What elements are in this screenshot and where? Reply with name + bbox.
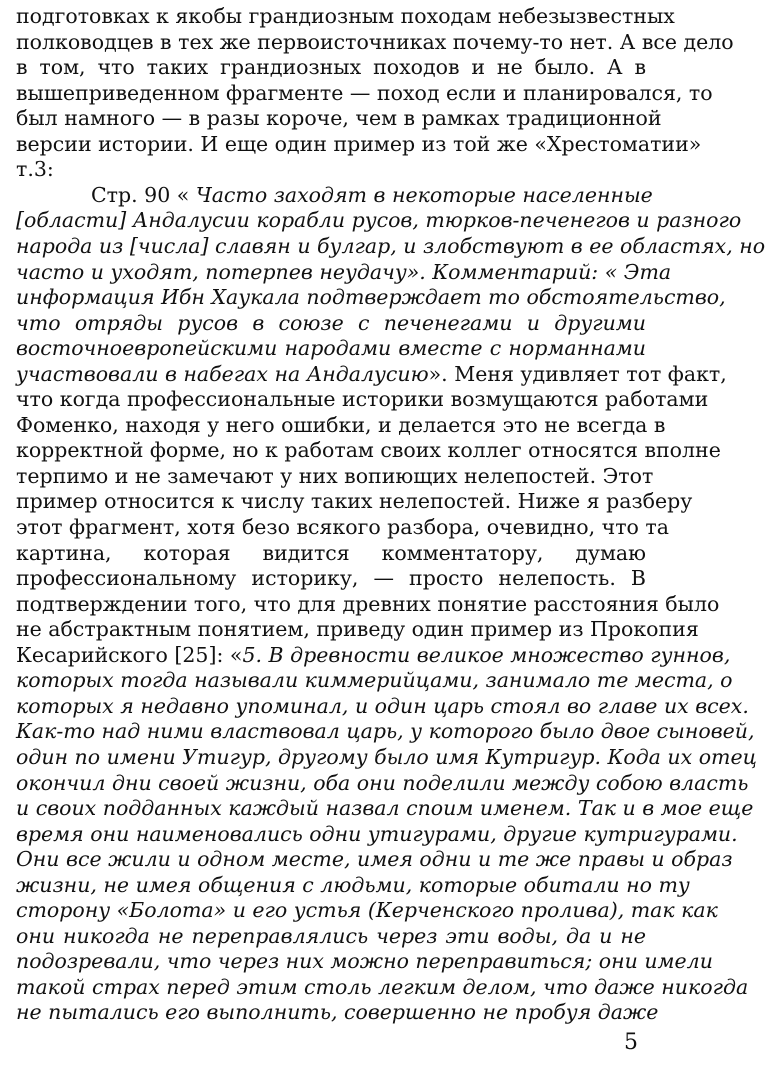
text-line — [16, 693, 749, 718]
italic-run: [области] Андалусии корабли русов, тюрков-печенегов и разного — [16, 208, 742, 233]
italic-run: подозревали, что через них можно переправиться; они имели — [16, 949, 713, 974]
text-run: полководцев в тех же первоисточниках почему-то нет. А все дело — [16, 29, 734, 54]
text-line — [16, 131, 702, 156]
text-line — [16, 80, 713, 105]
text-line — [16, 438, 721, 463]
text-line — [16, 566, 646, 590]
text-run: профессиональному историку, — просто нелепость. В — [16, 566, 646, 591]
text-line — [16, 1000, 659, 1025]
page-number: 5 — [624, 1030, 638, 1055]
italic-run: такой страх перед этим столь легким делом, что даже никогда — [16, 974, 749, 999]
text-line — [16, 719, 755, 744]
text-line — [16, 412, 666, 437]
text-line — [16, 949, 713, 974]
italic-run: время они наименовались одни утигурами, другие кутригурами. — [16, 821, 738, 846]
text-run: Стр. 90 « — [91, 182, 196, 207]
text-line — [16, 974, 749, 999]
text-run: корректной форме, но к работам своих коллег относятся вполне — [16, 438, 721, 463]
text-line — [16, 259, 672, 284]
italic-run: Как-то над ними властвовал царь, у которого было двое сыновей, — [16, 719, 755, 744]
text-line — [16, 361, 727, 386]
text-line — [16, 898, 718, 923]
italic-run: они никогда не переправлялись через эти воды, да и не — [16, 923, 646, 948]
text-run: был намного — в разы короче, чем в рамках традиционной — [16, 106, 662, 131]
text-run: т.3: — [16, 157, 54, 182]
italic-run: которых тогда называли киммерийцами, занимало те места, о — [16, 668, 733, 693]
text-line — [16, 4, 675, 28]
italic-run: информация Ибн Хаукала подтверждает то обстоятельство, — [16, 285, 726, 310]
italic-run: 5. В древности великое множество гуннов, — [242, 642, 731, 667]
text-line — [16, 770, 749, 795]
text-line — [16, 489, 693, 514]
text-line — [16, 515, 669, 539]
text-line — [16, 872, 690, 897]
text-line — [16, 285, 726, 310]
text-line — [16, 463, 654, 488]
italic-run: которых я недавно упоминал, и один царь стоял во главе их всех. — [16, 693, 749, 718]
text-run: подготовках к якобы грандиозным походам небезызвестных — [16, 4, 675, 28]
italic-run: народа из [числа] славян и булгар, и злобствуют в ее областях, но — [16, 233, 765, 258]
text-run: пример относится к числу таких нелепостей. Ниже я разберу — [16, 489, 693, 514]
text-line — [16, 208, 742, 233]
text-line — [16, 924, 646, 948]
italic-run: сторону «Болота» и его устья (Керченского пролива), так как — [16, 898, 718, 923]
italic-run: участвовали в набегах на Андалусию — [16, 361, 429, 386]
italic-run: окончил дни своей жизни, оба они поделили между собою власть — [16, 770, 749, 795]
text-line — [16, 311, 646, 335]
text-line — [16, 106, 662, 131]
italic-run: что отряды русов в союзе с печенегами и другими — [16, 310, 646, 335]
italic-run: и своих подданных каждый назвал споим именем. Так и в мое еще — [16, 796, 754, 821]
text-run: этот фрагмент, хотя безо всякого разбора, очевидно, что та — [16, 515, 669, 539]
text-run: вышеприведенном фрагменте — поход если и планировался, то — [16, 80, 713, 105]
text-run: терпимо и не замечают у них вопиющих нелепостей. Этот — [16, 463, 654, 488]
text-run: версии истории. И еще один пример из той же «Хрестоматии» — [16, 131, 702, 156]
italic-run: жизни, не имея общения с людьми, которые обитали но ту — [16, 872, 690, 897]
text-run: картина, которая видится комментатору, думаю — [16, 540, 646, 565]
italic-run: не пытались его выполнить, совершенно не пробуя даже — [16, 1000, 659, 1025]
italic-run: восточноевропейскими народами вместе с норманнами — [16, 336, 646, 361]
text-line — [16, 157, 646, 181]
text-run: подтверждении того, что для древних понятие расстояния было — [16, 591, 720, 616]
italic-run: один по имени Утигур, другому было имя Кутригур. Кода их отец — [16, 744, 757, 769]
text-run: Фоменко, находя у него ошибки, и делается это не всегда в — [16, 412, 666, 437]
text-line — [16, 55, 646, 79]
text-line — [16, 233, 765, 258]
text-line — [16, 29, 734, 54]
text-line — [16, 387, 709, 412]
text-line — [16, 821, 738, 846]
italic-run: Часто заходят в некоторые населенные — [195, 182, 653, 207]
text-line — [16, 591, 720, 616]
text-line — [16, 796, 754, 821]
text-line — [16, 847, 733, 872]
text-line — [16, 336, 646, 360]
text-line — [16, 744, 757, 769]
text-run: не абстрактным понятием, приведу один пример из Прокопия — [16, 617, 699, 642]
text-line — [16, 617, 699, 642]
text-run: в том, что таких грандиозных походов и не было. А в — [16, 55, 646, 80]
text-line — [16, 668, 733, 693]
italic-run: Они все жили и одном месте, имея одни и те же правы и образ — [16, 847, 733, 872]
text-run: Кесарийского [25]: « — [16, 642, 243, 667]
text-line — [16, 541, 646, 565]
italic-run: часто и уходят, потерпев неудачу». Комментарий: « Эта — [16, 259, 672, 284]
text-run: что когда профессиональные историки возмущаются работами — [16, 387, 709, 412]
text-run: ». Меня удивляет тот факт, — [428, 361, 727, 386]
text-line — [16, 182, 653, 207]
text-line — [16, 642, 731, 667]
